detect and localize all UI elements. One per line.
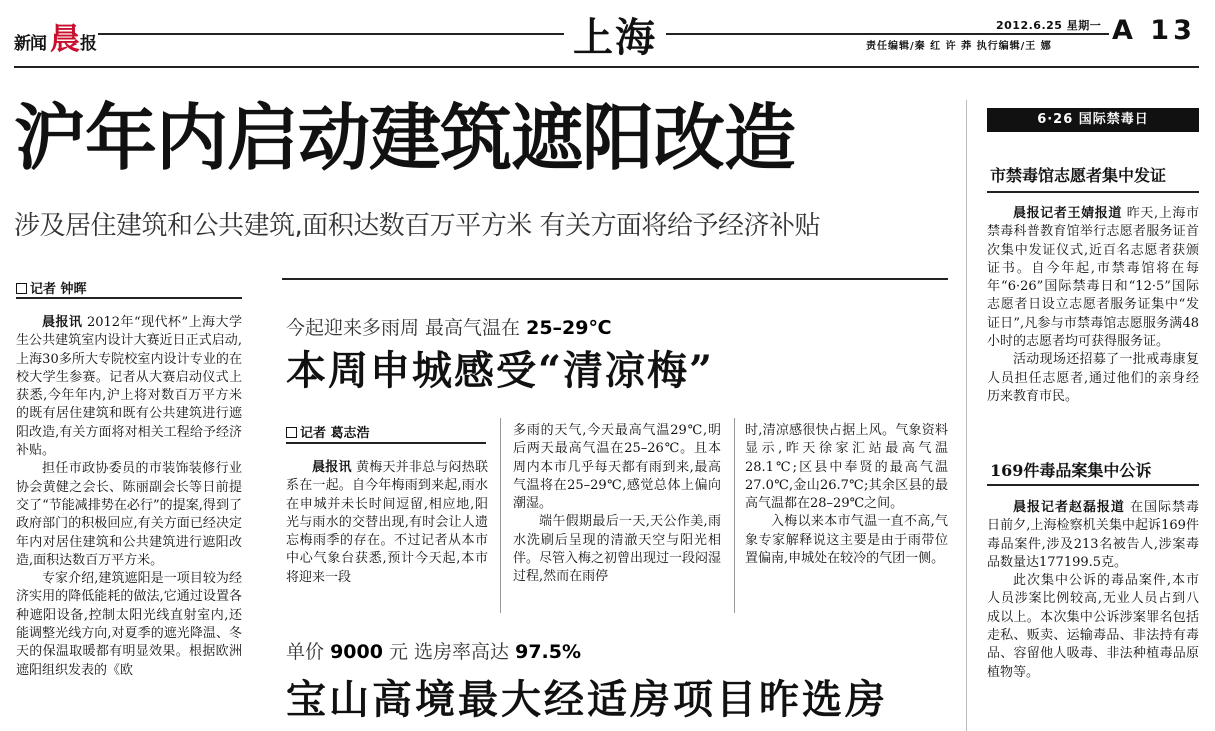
paragraph-text: 在国际禁毒日前夕,上海检察机关集中起诉169件毒品案件,涉及213名被告人,涉案毒品数量达177199.5克。 — [987, 500, 1199, 570]
paragraph-text: 专家介绍,建筑遮阳是一项目较为经济实用的降低能耗的做法,它通过设置各种遮阳设备,控制太阳光线直射室内,还能调整光线方向,对夏季的遮光降温、冬天的保温取暖都有明显效果。根据欧洲遮阳组织发表的《欧 — [16, 571, 242, 678]
article-paragraph — [987, 351, 1199, 406]
weather-headline: 本周申城感受“清凉梅” — [286, 347, 715, 394]
column-separator — [500, 418, 501, 613]
logo-part3: 报 — [80, 34, 97, 54]
article-paragraph — [513, 422, 721, 513]
article-paragraph — [16, 570, 242, 680]
weather-col-2 — [513, 422, 721, 587]
sidebar-story2-body — [987, 499, 1199, 682]
article-paragraph — [987, 205, 1199, 351]
lead-headline: 沪年内启动建筑遮阳改造 — [14, 96, 796, 180]
masthead-bottom-rule — [14, 66, 1199, 68]
sidebar-story2-title: 169件毒品案集中公诉 — [990, 461, 1152, 480]
sidebar-story2-rule — [987, 484, 1199, 486]
weather-col-3 — [745, 422, 948, 568]
masthead-rule-right — [666, 33, 1109, 35]
weather-byline-text: 记者 葛志浩 — [300, 426, 370, 441]
housing-kicker-price: 9000 — [330, 641, 383, 663]
sidebar-story1-title: 市禁毒馆志愿者集中发证 — [990, 166, 1167, 185]
weather-col-1 — [286, 459, 488, 587]
sidebar-tag: 6·26 国际禁毒日 — [987, 108, 1199, 132]
byline-box-icon — [286, 427, 297, 438]
byline-box-icon — [16, 283, 27, 294]
editors-credit: 责任编辑/秦 红 许 莽 执行编辑/王 娜 — [866, 41, 1052, 52]
weather-byline-rule — [286, 442, 486, 444]
housing-kicker — [286, 637, 581, 664]
newspaper-logo — [14, 13, 97, 57]
page-number: A 13 — [1112, 15, 1196, 46]
logo-part1: 新闻 — [14, 34, 46, 54]
paragraph-text: 多雨的天气,今天最高气温29℃,明后两天最高气温在25–26℃。且本周内本市几乎每天都有雨到来,最高气温将在25–29℃,感觉总体上偏向潮湿。 — [513, 423, 721, 512]
weather-top-rule — [282, 278, 948, 280]
article-paragraph — [745, 513, 948, 568]
housing-kicker-a: 单价 — [286, 641, 325, 663]
article-paragraph — [286, 459, 488, 587]
dateline: 晨报记者王婧报道 — [1013, 206, 1122, 221]
weather-kicker-text: 今起迎来多雨周 最高气温在 — [286, 317, 521, 339]
dateline: 晨报讯 — [42, 315, 83, 330]
sidebar-story1-rule — [987, 191, 1199, 193]
sidebar-separator — [966, 100, 967, 731]
article-paragraph — [745, 422, 948, 513]
article-paragraph — [513, 513, 721, 586]
paragraph-text: 此次集中公诉的毒品案件,本市人员涉案比例较高,无业人员占到八成以上。本次集中公诉涉案罪名包括走私、贩卖、运输毒品、非法持有毒品、容留他人吸毒、非法种植毒品原植物等。 — [987, 573, 1199, 680]
weather-kicker — [286, 313, 611, 340]
paragraph-text: 入梅以来本市气温一直不高,气象专家解释说这主要是由于雨带位置偏南,申城处在较冷的气团一侧。 — [745, 514, 948, 567]
article-paragraph — [16, 460, 242, 570]
section-title: 上海 — [573, 14, 657, 61]
logo-part2: 晨 — [50, 22, 80, 57]
article-paragraph — [16, 314, 242, 460]
housing-kicker-rate: 97.5% — [515, 641, 582, 663]
lead-article-body — [16, 314, 242, 680]
paragraph-text: 担任市政协委员的市装饰装修行业协会黄健之会长、陈丽副会长等日前提交了“节能减排势在必行”的提案,得到了政府部门的积极回应,有关方面已经决定年内对居住建筑和公共建筑进行遮阳改造,面积达数百万平方米。 — [16, 461, 242, 568]
paragraph-text: 昨天,上海市禁毒科普教育馆举行志愿者服务证首次集中发证仪式,近百名志愿者获颁证书。自今年起,市禁毒馆将在每年“6·26”国际禁毒日和“12·5”国际志愿者日设立志愿者服务证集中“发证日”,凡参与市禁毒馆志愿服务满48小时的志愿者均可获得服务证。 — [987, 206, 1199, 350]
article-paragraph — [987, 572, 1199, 682]
lead-byline-text: 记者 钟晖 — [30, 282, 87, 297]
sidebar-story1-body — [987, 205, 1199, 406]
housing-kicker-c: 元 选房率高达 — [389, 641, 510, 663]
paragraph-text: 端午假期最后一天,天公作美,雨水洗刷后呈现的清澈天空与阳光相伴。尽管入梅之初曾出现过一段闷湿过程,然而在雨停 — [513, 514, 722, 585]
weather-byline — [286, 422, 370, 441]
dateline: 晨报讯 — [312, 460, 352, 475]
weather-kicker-temp: 25–29℃ — [526, 317, 612, 339]
paragraph-text: 时,清凉感很快占据上风。气象资料显示,昨天徐家汇站最高气温28.1℃;区县中奉贤的最高气温27.0℃,金山26.7℃;其余区县的最高气温都在28–29℃之间。 — [745, 423, 948, 512]
housing-headline: 宝山高境最大经适房项目昨选房 — [286, 676, 888, 723]
lead-byline — [16, 278, 87, 297]
masthead-rule-left — [98, 33, 564, 35]
paragraph-text: 黄梅天并非总与闷热联系在一起。自今年梅雨到来起,雨水在申城并未长时间逗留,相应地,阳光与雨水的交替出现,有时会让人遗忘梅雨季的存在。不过记者从本市中心气象台获悉,预计今天起,本市将迎来一段 — [286, 460, 488, 585]
issue-date: 2012.6.25 星期一 — [996, 19, 1102, 32]
paragraph-text: 2012年“现代杯”上海大学生公共建筑室内设计大赛近日正式启动,上海30多所大专院校室内设计专业的在校大学生参赛。记者从大赛启动仪式上获悉,今年年内,沪上将对数百万平方米的既有居住建筑和既有公共建筑进行遮阳改造,有关方面将对相关工程给予经济补贴。 — [16, 315, 242, 459]
article-paragraph — [987, 499, 1199, 572]
paragraph-text: 活动现场还招募了一批戒毒康复人员担任志愿者,通过他们的亲身经历来教育市民。 — [987, 352, 1199, 404]
dateline: 晨报记者赵磊报道 — [1013, 500, 1125, 515]
lead-byline-rule — [16, 297, 242, 299]
column-separator — [734, 418, 735, 613]
lead-subheadline: 涉及居住建筑和公共建筑,面积达数百万平方米 有关方面将给予经济补贴 — [14, 211, 821, 241]
